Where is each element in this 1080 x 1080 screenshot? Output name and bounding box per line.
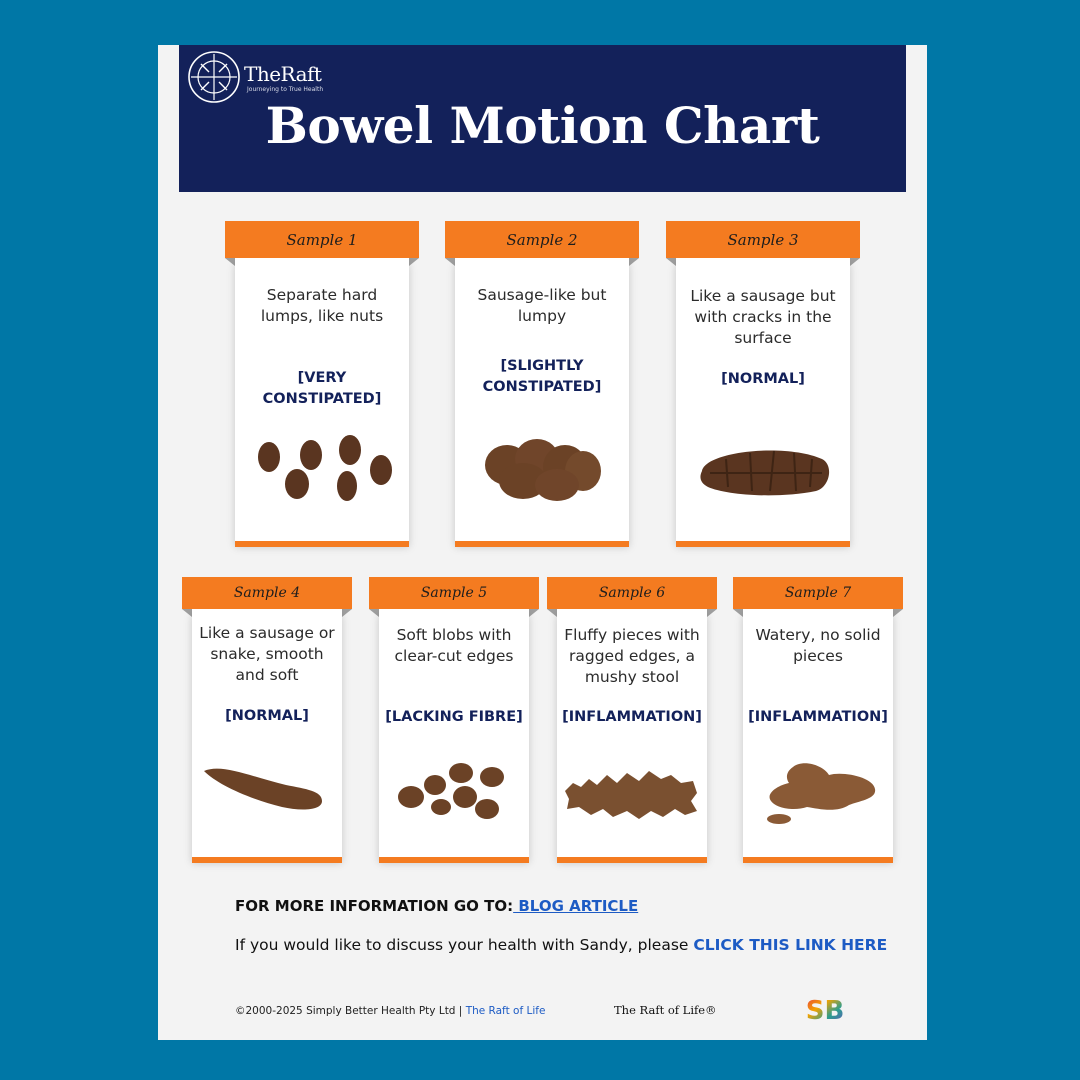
lumpy-sausage-stool-icon: [445, 429, 639, 519]
sample-label: Sample 3: [666, 221, 860, 258]
sample-label: Sample 7: [733, 577, 903, 609]
sample-label: Sample 2: [445, 221, 639, 258]
sample-card-7: [733, 577, 903, 857]
more-info-label: FOR MORE INFORMATION GO TO:: [235, 897, 514, 915]
sample-card-6: [547, 577, 717, 857]
hard-lumps-stool-icon: [225, 429, 419, 519]
discuss-line: [235, 936, 887, 954]
sample-card-3: [666, 221, 860, 541]
more-info-line: [235, 897, 638, 915]
sample-category: [NORMAL]: [225, 708, 309, 724]
copyright-text: ©2000-2025 Simply Better Health Pty Ltd |: [235, 1005, 466, 1017]
sb-logo-text: SB: [805, 996, 845, 1026]
sample-card-1: [225, 221, 419, 541]
sample-category: [INFLAMMATION]: [748, 709, 888, 725]
sample-label: Sample 1: [225, 221, 419, 258]
trademark-text: The Raft of Life®: [614, 1003, 717, 1017]
sample-card-5: [369, 577, 539, 857]
copyright: [235, 1005, 545, 1017]
fluffy-pieces-stool-icon: [547, 757, 717, 827]
sample-category: [INFLAMMATION]: [562, 709, 702, 725]
raft-of-life-link[interactable]: The Raft of Life: [465, 1005, 546, 1017]
sample-description: Fluffy pieces with ragged edges, a mushy stool: [564, 626, 700, 686]
sample-label: Sample 6: [547, 577, 717, 609]
brand-name: TheRaft: [244, 62, 322, 86]
sample-description: Soft blobs with clear-cut edges: [394, 626, 514, 665]
sample-label: Sample 5: [369, 577, 539, 609]
cracked-sausage-stool-icon: [666, 429, 860, 519]
sample-card-4: [182, 577, 352, 857]
contact-link[interactable]: CLICK THIS LINK HERE: [693, 936, 888, 954]
sample-category: [NORMAL]: [721, 371, 805, 387]
sample-description: Separate hard lumps, like nuts: [260, 286, 384, 325]
sample-description: Watery, no solid pieces: [755, 626, 881, 665]
sample-description: Like a sausage or snake, smooth and soft: [199, 624, 335, 684]
watery-stool-icon: [733, 755, 903, 830]
sample-card-2: [445, 221, 639, 541]
discuss-text: If you would like to discuss your health with Sandy, please: [235, 936, 694, 954]
page-title: Bowel Motion Chart: [265, 96, 820, 155]
sample-label: Sample 4: [182, 577, 352, 609]
sample-category: [LACKING FIBRE]: [385, 709, 523, 725]
simply-better-logo-icon: [800, 993, 850, 1027]
sample-category: [VERY CONSTIPATED]: [262, 370, 382, 407]
soft-blobs-stool-icon: [369, 757, 539, 827]
sample-description: Like a sausage but with cracks in the surface: [690, 287, 836, 347]
sample-description: Sausage-like but lumpy: [477, 286, 607, 325]
smooth-sausage-stool-icon: [182, 755, 352, 825]
brand-tagline: Journeying to True Health: [247, 86, 324, 93]
blog-article-link[interactable]: BLOG ARTICLE: [513, 897, 639, 915]
sample-category: [SLIGHTLY CONSTIPATED]: [482, 358, 602, 395]
